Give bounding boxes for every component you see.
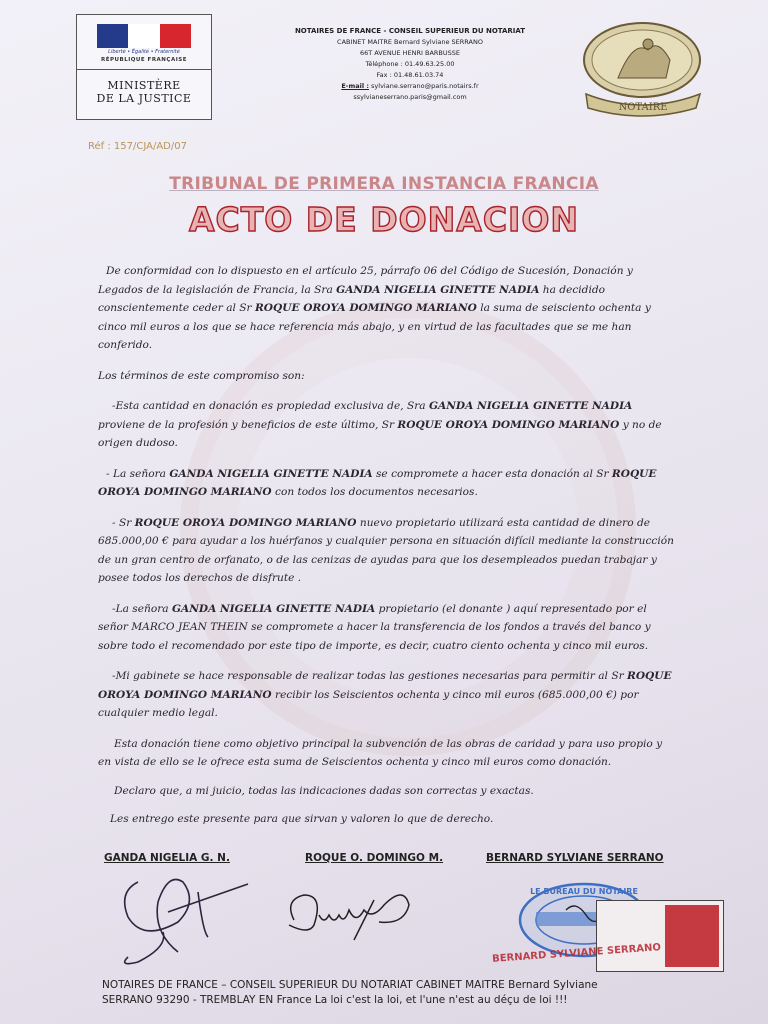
office-email2: ssylvianeserrano.paris@gmail.com bbox=[353, 93, 467, 101]
postage-stamp bbox=[596, 900, 724, 972]
office-email1: E-mail : sylviane.serrano@paris.notairs.fr bbox=[341, 82, 479, 90]
office-phone: Téléphone : 01.49.63.25.00 bbox=[365, 60, 455, 68]
footer-line2: SERRANO 93290 - TREMBLAY EN France La loi c'est la loi, et l'une n'est au déçu de loi !!! bbox=[102, 994, 568, 1006]
french-flag-icon bbox=[97, 24, 191, 48]
signatory-name-notary: BERNARD SYLVIANE SERRANO bbox=[486, 852, 664, 864]
ministry-name: MINISTÈRE DE LA JUSTICE bbox=[96, 79, 192, 105]
signatory-name-donor: GANDA NIGELIA G. N. bbox=[104, 852, 230, 864]
document-title: ACTO DE DONACION bbox=[188, 200, 579, 239]
republic-motto: Liberté • Égalité • Fraternité bbox=[108, 49, 180, 55]
paragraph-term-3: - Sr ROQUE OROYA DOMINGO MARIANO nuevo propietario utilizará esta cantidad de dinero de 685.000,00 € para ayudar a los huérfanos y cualquier persona en situación difícil mediante la construcción de un gran centro de orfanato, o de las cenizas de ayudas para que los desempleados puedan trabajar y posee todos los derechos de disfrute . bbox=[98, 516, 674, 584]
paragraph-declaration: Declaro que, a mi juicio, todas las indicaciones dadas son correctas y exactas. bbox=[114, 784, 534, 797]
republic-name: RÉPUBLIQUE FRANÇAISE bbox=[101, 57, 187, 63]
office-fax: Fax : 01.48.61.03.74 bbox=[376, 71, 444, 79]
paragraph-term-4: -La señora GANDA NIGELIA GINETTE NADIA propietario (el donante ) aquí representado por el señor MARCO JEAN THEIN se compromete a hacer la transferencia de los fondos a través del banco y sobre todo el recomendado por este tipo de importe, es decir, cuatro ciento ochenta y cinco mil euros. bbox=[98, 602, 651, 652]
paragraph-term-1: -Esta cantidad en donación es propiedad exclusiva de, Sra GANDA NIGELIA GINETTE NADIA proviene de la profesión y beneficios de este último, Sr ROQUE OROYA DOMINGO MARIANO y no de origen dudoso. bbox=[98, 400, 662, 449]
ministry-logo bbox=[76, 14, 212, 120]
red-name-stamp: BERNARD SYLVIANE SERRANO bbox=[491, 942, 662, 965]
document-body bbox=[98, 262, 678, 829]
office-header bbox=[260, 26, 560, 103]
paragraph-intro: De conformidad con lo dispuesto en el artículo 25, párrafo 06 del Código de Sucesión, Donación y Legados de la legislación de Francia, la Sra GANDA NIGELIA GINETTE NADIA ha decidido conscientemente ceder al Sr ROQUE OROYA DOMINGO MARIANO la suma de seisciento ochenta y cinco mil euros a los que se hace referencia más abajo, y en virtud de las facultades que se me han conferido. bbox=[98, 265, 651, 351]
paragraph-closing: Les entrego este presente para que sirvan y valoren lo que de derecho. bbox=[110, 813, 494, 825]
seal-label: NOTAIRE bbox=[618, 102, 668, 113]
signatory-name-recipient: ROQUE O. DOMINGO M. bbox=[305, 852, 444, 864]
notary-seal-icon bbox=[578, 20, 708, 120]
office-line2: CABINET MAITRE Bernard Sylviane SERRANO bbox=[337, 38, 483, 46]
signature-recipient bbox=[284, 880, 424, 950]
office-line1: NOTAIRES DE FRANCE - CONSEIL SUPERIEUR DU NOTARIAT bbox=[294, 27, 526, 35]
stamp-portrait-icon bbox=[665, 905, 719, 967]
paragraph-purpose: Esta donación tiene como objetivo principal la subvención de las obras de caridad y para uso propio y en vista de ello se le ofrece esta suma de Seiscientos ochenta y cinco mil euros como donación. bbox=[98, 737, 663, 768]
signature-donor bbox=[108, 862, 258, 972]
paragraph-term-5: -Mi gabinete se hace responsable de realizar todas las gestiones necesarias para permitir al Sr ROQUE OROYA DOMINGO MARIANO recibir los Seiscientos ochenta y cinco mil euros (685.000,00 €) por cualquier medio legal. bbox=[98, 670, 672, 719]
office-address: 66T AVENUE HENRI BARBUSSE bbox=[359, 49, 461, 57]
reference-number: Réf : 157/CJA/AD/07 bbox=[88, 141, 187, 152]
document-footer bbox=[102, 978, 662, 1008]
tribunal-title: TRIBUNAL DE PRIMERA INSTANCIA FRANCIA bbox=[169, 174, 599, 194]
footer-line1: NOTAIRES DE FRANCE – CONSEIL SUPERIEUR DU NOTARIAT CABINET MAITRE Bernard Sylviane bbox=[102, 979, 598, 991]
paragraph-term-2: - La señora GANDA NIGELIA GINETTE NADIA se compromete a hacer esta donación al Sr ROQUE OROYA DOMINGO MARIANO con todos los documentos necesarios. bbox=[98, 467, 657, 498]
paragraph-terms-heading: Los términos de este compromiso son: bbox=[98, 369, 305, 382]
marianne-block bbox=[77, 15, 211, 70]
stamp-blue-text: LE BUREAU DU NOTAIRE bbox=[530, 887, 638, 896]
